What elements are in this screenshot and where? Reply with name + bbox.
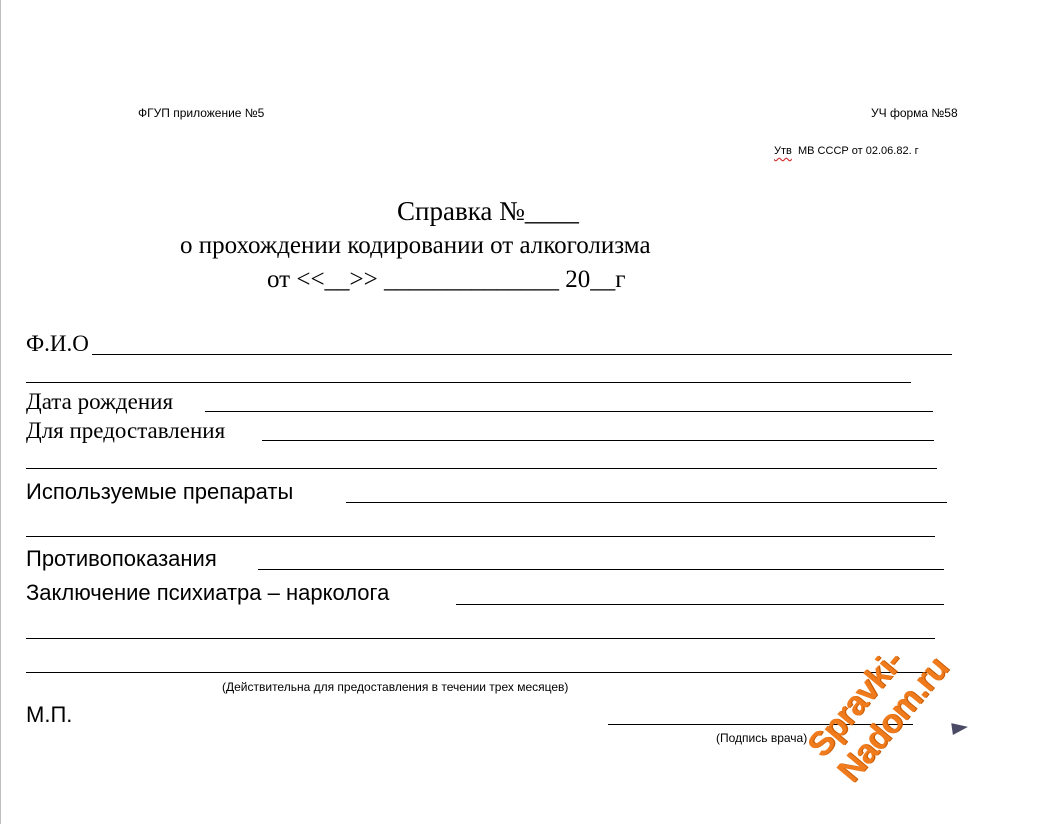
fio-line[interactable] [92,354,952,355]
birth-date-line[interactable] [205,411,933,412]
birth-date-label: Дата рождения [26,389,174,414]
header-left-note: ФГУП приложение №5 [138,106,265,120]
conclusion-line-3[interactable] [26,672,935,673]
watermark-logo: Spravki-Nadom.ru [800,643,956,790]
conclusion-line[interactable] [456,604,944,605]
certificate-subtitle: о прохождении кодировании от алкоголизма [180,232,651,259]
fio-line-continued[interactable] [26,382,911,383]
conclusion-line-2[interactable] [26,638,935,639]
fio-label: Ф.И.О [26,331,89,356]
provided-for-line-continued[interactable] [26,468,937,469]
medications-label: Используемые препараты [26,479,294,504]
signature-caption: (Подпись врача) [716,731,808,745]
approval-note [774,145,919,157]
pen-tip-icon [951,721,969,735]
medications-line[interactable] [346,502,947,503]
provided-for-line[interactable] [262,440,934,441]
medications-line-continued[interactable] [26,536,935,537]
certificate-date-line: от <<__>> ______________ 20__г [267,266,626,293]
contraindications-line[interactable] [258,569,944,570]
provided-for-label: Для предоставления [26,418,226,443]
approval-abbr: Утв [774,145,792,157]
page-edge-line [0,0,1,824]
certificate-title: Справка №____ [397,196,579,226]
validity-note: (Действительна для предоставления в течении трех месяцев) [222,680,569,694]
header-right-note: УЧ форма №58 [871,106,958,120]
stamp-place-label: М.П. [26,702,73,727]
contraindications-label: Противопоказания [26,546,217,571]
conclusion-label: Заключение психиатра – нарколога [26,580,390,605]
approval-rest: МВ СССР от 02.06.82. г [798,145,919,157]
